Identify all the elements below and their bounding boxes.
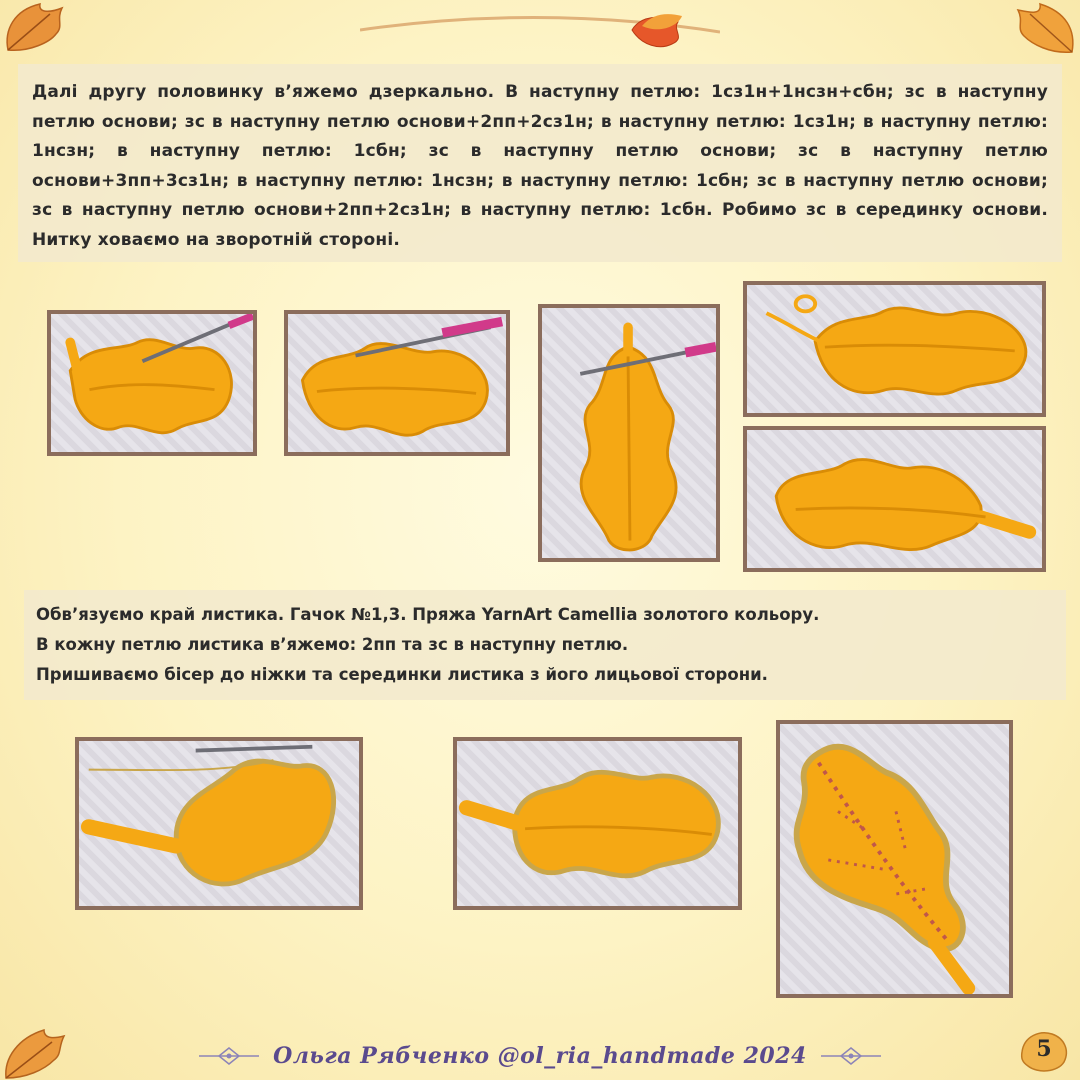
photo-step-3 [538,304,720,562]
page-number-text: 5 [1036,1036,1052,1062]
page-number [1018,1028,1070,1074]
autumn-leaf-icon [1010,0,1080,62]
instruction-line-2: В кожну петлю листика в’яжемо: 2пп та зс в наступну петлю. [36,635,629,654]
photo-step-2 [284,310,510,456]
instruction-line-1: Обв’язуємо край листика. Гачок №1,3. Пряжа YarnArt Camellia золотого кольору. [36,605,820,624]
instruction-text: Далі другу половинку в’яжемо дзеркально. В наступну петлю: 1сз1н+1нсзн+сбн; зс в наступну петлю основи; зс в наступну петлю основи+2пп+2сз1н; в наступну петлю: 1сз1н; в наступну петлю: 1нсзн; в наступну петлю: 1сбн; зс в наступну петлю основи; зс в наступну петлю основи+3пп+3сз1н; в наступну петлю: 1нсзн; в наступну петлю: 1сбн; зс в наступну петлю основи; зс в наступну петлю основи+2пп+2сз1н; в наступну петлю: 1сбн. Робимо зс в серединку основи. Нитку ховаємо на зворотній стороні. [32,82,1048,250]
photo-edging-1 [75,737,363,910]
photo-step-4 [743,281,1046,417]
photo-step-5 [743,426,1046,572]
autumn-leaf-icon [0,0,70,62]
instruction-block-1 [18,64,1062,262]
instruction-block-2 [24,590,1066,700]
instruction-line-3: Пришиваємо бісер до ніжки та серединки листика з його лицьової сторони. [36,665,768,684]
photo-finished-leaf [776,720,1013,998]
photo-edging-2 [453,737,742,910]
photo-step-1 [47,310,257,456]
ornament-icon [821,1046,881,1066]
ornament-icon [199,1046,259,1066]
decorative-divider [360,8,720,48]
footer [0,1036,1080,1076]
author-signature: Ольга Рябченко @ol_ria_handmade 2024 [273,1043,807,1069]
